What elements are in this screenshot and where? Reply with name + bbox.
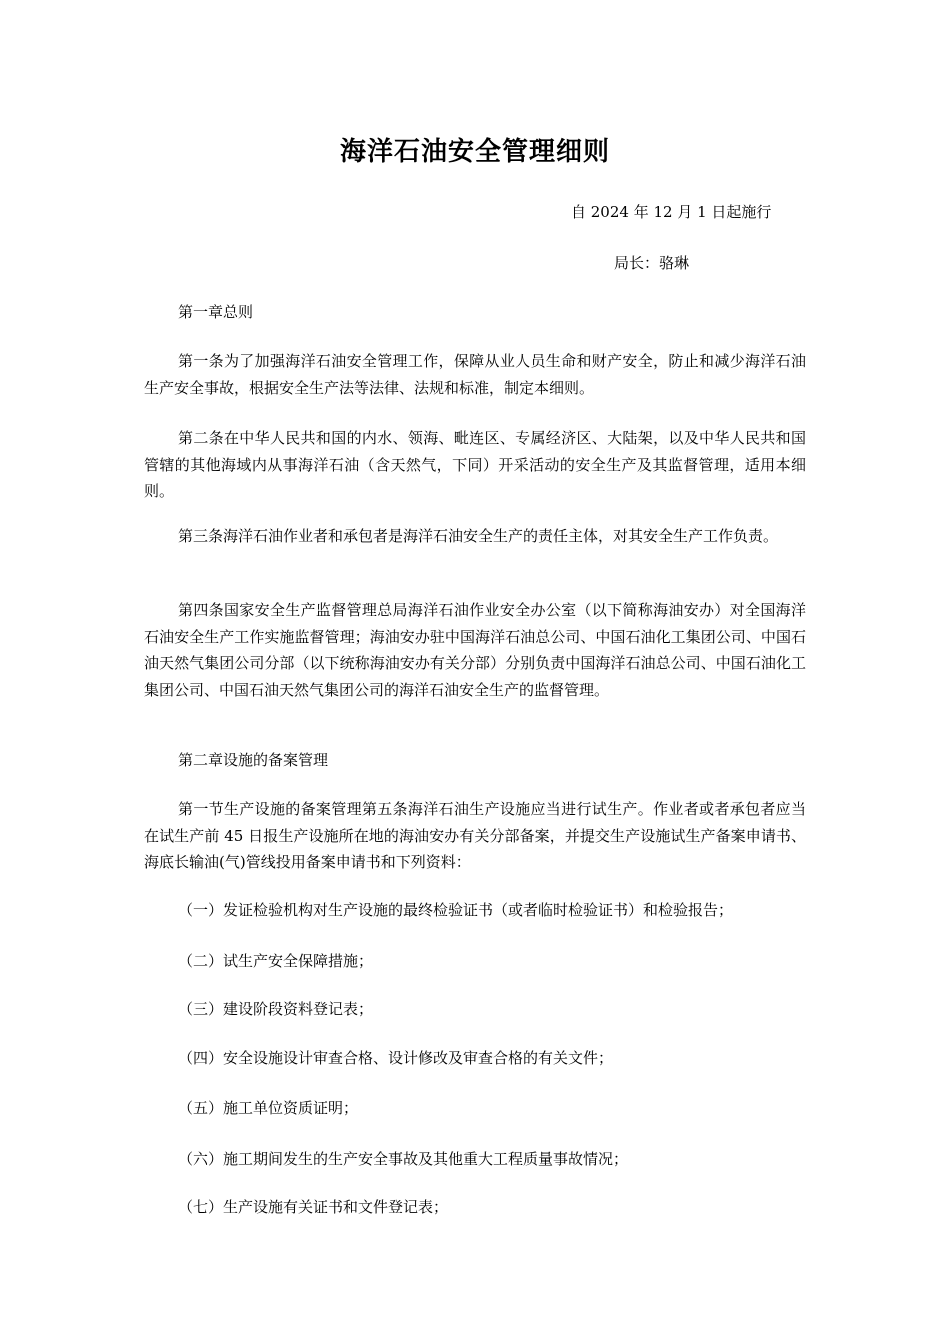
effective-date: 自 2024 年 12 月 1 日起施行	[571, 203, 772, 221]
document-title: 海洋石油安全管理细则	[339, 137, 610, 167]
list-item: （五）施工单位资质证明；	[178, 1099, 359, 1117]
chapter-1-heading: 第一章总则	[178, 303, 254, 321]
list-item: （三）建设阶段资料登记表；	[178, 1000, 374, 1018]
list-item: （七）生产设施有关证书和文件登记表；	[178, 1198, 449, 1216]
article-2: 第二条在中华人民共和国的内水、领海、毗连区、专属经济区、大陆架，以及中华人民共和国管辖的其他海域内从事海洋石油（含天然气，下同）开采活动的安全生产及其监督管理，适用本细则。	[144, 429, 806, 500]
list-item: （二）试生产安全保障措施；	[178, 952, 374, 970]
chapter-2-heading: 第二章设施的备案管理	[178, 751, 329, 769]
director-signature-line: 局长：骆琳	[614, 254, 690, 272]
article-1: 第一条为了加强海洋石油安全管理工作，保障从业人员生命和财产安全，防止和减少海洋石油生产安全事故，根据安全生产法等法律、法规和标准，制定本细则。	[144, 352, 806, 397]
section-1-article-5: 第一节生产设施的备案管理第五条海洋石油生产设施应当进行试生产。作业者或者承包者应当在试生产前 45 日报生产设施所在地的海油安办有关分部备案，并提交生产设施试生产备案申请书、海底长输油(气)管线投用备案申请书和下列资料：	[144, 800, 806, 871]
list-item: （六）施工期间发生的生产安全事故及其他重大工程质量事故情况；	[178, 1150, 629, 1168]
list-item: （一）发证检验机构对生产设施的最终检验证书（或者临时检验证书）和检验报告；	[178, 901, 734, 919]
list-item: （四）安全设施设计审查合格、设计修改及审查合格的有关文件；	[178, 1049, 614, 1067]
article-3: 第三条海洋石油作业者和承包者是海洋石油安全生产的责任主体，对其安全生产工作负责。	[178, 527, 779, 545]
article-4: 第四条国家安全生产监督管理总局海洋石油作业安全办公室（以下简称海油安办）对全国海洋石油安全生产工作实施监督管理；海油安办驻中国海洋石油总公司、中国石油化工集团公司、中国石油天然气集团公司分部（以下统称海油安办有关分部）分别负责中国海洋石油总公司、中国石油化工集团公司、中国石油天然气集团公司的海洋石油安全生产的监督管理。	[144, 601, 806, 699]
